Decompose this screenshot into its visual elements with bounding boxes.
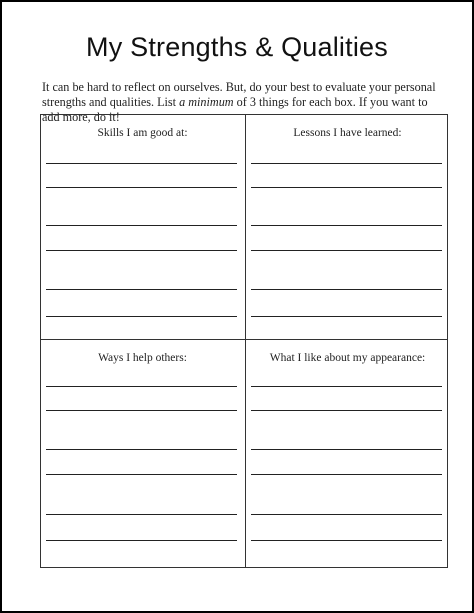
writing-line[interactable]: [251, 474, 442, 475]
writing-line[interactable]: [46, 250, 237, 251]
instructions-emphasis: a minimum: [179, 95, 234, 109]
box-appearance-label: What I like about my appearance:: [269, 352, 426, 364]
writing-line[interactable]: [46, 410, 237, 411]
writing-line[interactable]: [46, 163, 237, 164]
instructions-text-part1: It can be hard to reflect on ourselves. But, do your best to evaluate your personal strengths and qualities. List: [42, 80, 436, 109]
strengths-grid: [40, 114, 448, 568]
writing-line[interactable]: [251, 316, 442, 317]
writing-line[interactable]: [46, 540, 237, 541]
writing-line[interactable]: [251, 410, 442, 411]
writing-line[interactable]: [251, 163, 442, 164]
writing-line[interactable]: [251, 250, 442, 251]
box-skills-label: Skills I am good at:: [97, 127, 188, 139]
writing-line[interactable]: [251, 449, 442, 450]
box-help-others: [41, 340, 244, 564]
writing-line[interactable]: [46, 449, 237, 450]
writing-line[interactable]: [46, 316, 237, 317]
writing-line[interactable]: [251, 540, 442, 541]
box-lessons: [246, 115, 449, 339]
writing-line[interactable]: [46, 514, 237, 515]
writing-line[interactable]: [251, 386, 442, 387]
page-title: My Strengths & Qualities: [86, 32, 388, 62]
box-help-others-label: Ways I help others:: [98, 352, 187, 364]
writing-line[interactable]: [46, 474, 237, 475]
writing-line[interactable]: [46, 225, 237, 226]
writing-line[interactable]: [251, 187, 442, 188]
writing-line[interactable]: [251, 514, 442, 515]
writing-line[interactable]: [46, 187, 237, 188]
instructions-text-part2: of 3 things for each box. If you want to add more, do it!: [42, 95, 428, 124]
writing-line[interactable]: [251, 225, 442, 226]
box-appearance: [246, 340, 449, 564]
box-skills: [41, 115, 244, 339]
box-lessons-label: Lessons I have learned:: [293, 127, 402, 139]
writing-line[interactable]: [251, 289, 442, 290]
writing-line[interactable]: [46, 386, 237, 387]
writing-line[interactable]: [46, 289, 237, 290]
